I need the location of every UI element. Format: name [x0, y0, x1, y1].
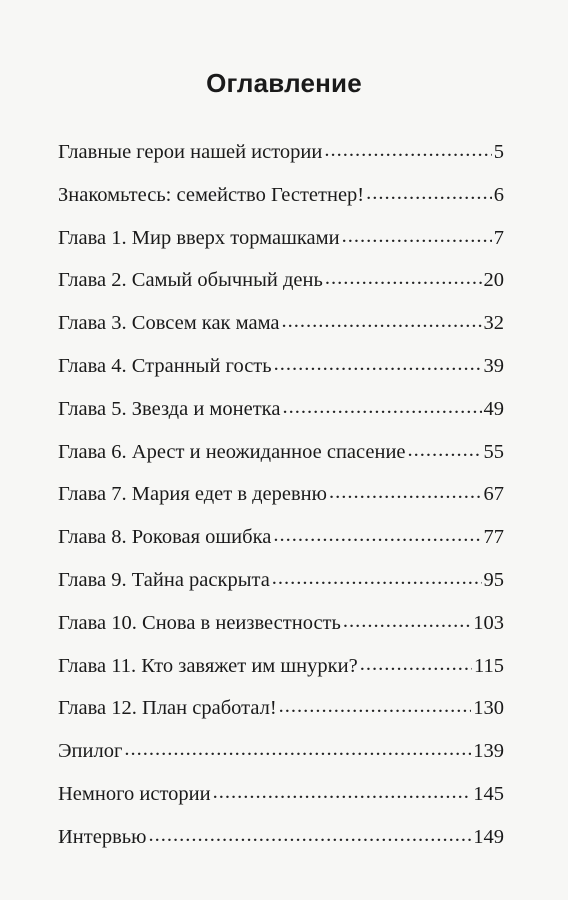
- toc-entry: [58, 476, 504, 519]
- toc-entry-page: 145: [473, 782, 504, 805]
- toc-entry-page: 55: [483, 440, 504, 463]
- dot-leader: [324, 139, 491, 160]
- toc-entry-title: Глава 11. Кто завяжет им шнурки?: [58, 654, 358, 677]
- toc-entry: [58, 562, 504, 605]
- toc-entry: [58, 134, 504, 177]
- dot-leader: [329, 481, 482, 502]
- dot-leader: [213, 780, 472, 801]
- toc-entry-page: 115: [474, 654, 504, 677]
- toc-entry: [58, 391, 504, 434]
- toc-entry-page: 49: [483, 397, 504, 420]
- toc-entry-page: 39: [483, 354, 504, 377]
- dot-leader: [279, 695, 472, 716]
- toc-entry-page: 77: [483, 526, 504, 549]
- toc-entry-title: Глава 7. Мария едет в деревню: [58, 483, 327, 506]
- toc-entry-page: 95: [483, 568, 504, 591]
- toc-entry-title: Глава 12. План сработал!: [58, 697, 277, 720]
- dot-leader: [325, 267, 482, 288]
- toc-entry: [58, 262, 504, 305]
- toc-entry-page: 5: [493, 141, 504, 163]
- toc-entry-title: Глава 3. Совсем как мама: [58, 312, 280, 335]
- toc-entry: [58, 519, 504, 562]
- toc-entry-page: 7: [493, 226, 504, 249]
- dot-leader: [366, 181, 492, 202]
- toc-entry-title: Интервью: [58, 825, 147, 848]
- dot-leader: [343, 609, 471, 630]
- toc-entry: [58, 348, 504, 391]
- toc-entry-title: Глава 1. Мир вверх тормашками: [58, 226, 340, 249]
- dot-leader: [282, 310, 482, 331]
- toc-entry-title: Глава 5. Звезда и монетка: [58, 397, 281, 420]
- toc-entry-title: Глава 9. Тайна раскрыта: [58, 568, 270, 591]
- toc-entry: [58, 220, 504, 263]
- toc-entry-page: 103: [473, 611, 504, 634]
- dot-leader: [342, 224, 492, 245]
- toc-entry-page: 20: [483, 269, 504, 292]
- dot-leader: [360, 652, 472, 673]
- toc-entry: [58, 690, 504, 733]
- dot-leader: [408, 438, 482, 459]
- toc-entry-title: Знакомьтесь: семейство Гестетнер!: [58, 183, 365, 206]
- dot-leader: [282, 395, 481, 416]
- toc-entry: [58, 819, 504, 862]
- toc-entry-page: 130: [473, 697, 504, 720]
- dot-leader: [148, 823, 471, 844]
- toc-entry-title: Немного истории: [58, 782, 211, 805]
- toc-entry: [58, 648, 504, 691]
- dot-leader: [124, 738, 471, 759]
- toc-entry: [58, 434, 504, 477]
- toc-entry-title: Глава 2. Самый обычный день: [58, 269, 323, 292]
- dot-leader: [272, 566, 482, 587]
- toc-entry-page: 139: [473, 740, 504, 763]
- toc-entry-page: 6: [493, 183, 504, 206]
- toc-entry: [58, 605, 504, 648]
- page-title: Оглавление: [206, 68, 362, 98]
- table-of-contents: [58, 134, 504, 862]
- toc-entry-title: Глава 6. Арест и неожиданное спасение: [58, 440, 406, 463]
- toc-entry: [58, 177, 504, 220]
- toc-entry-page: 149: [473, 825, 504, 848]
- toc-entry-title: Главные герои нашей истории: [58, 141, 323, 163]
- toc-entry-page: 67: [483, 483, 504, 506]
- toc-entry: [58, 776, 504, 819]
- toc-entry-page: 32: [483, 312, 504, 335]
- toc-entry: [58, 305, 504, 348]
- toc-entry-title: Глава 10. Снова в неизвестность: [58, 611, 341, 634]
- toc-entry-title: Глава 8. Роковая ошибка: [58, 526, 272, 549]
- toc-entry-title: Эпилог: [58, 740, 123, 763]
- dot-leader: [273, 524, 481, 545]
- dot-leader: [274, 353, 482, 374]
- toc-entry-title: Глава 4. Странный гость: [58, 354, 272, 377]
- toc-entry: [58, 733, 504, 776]
